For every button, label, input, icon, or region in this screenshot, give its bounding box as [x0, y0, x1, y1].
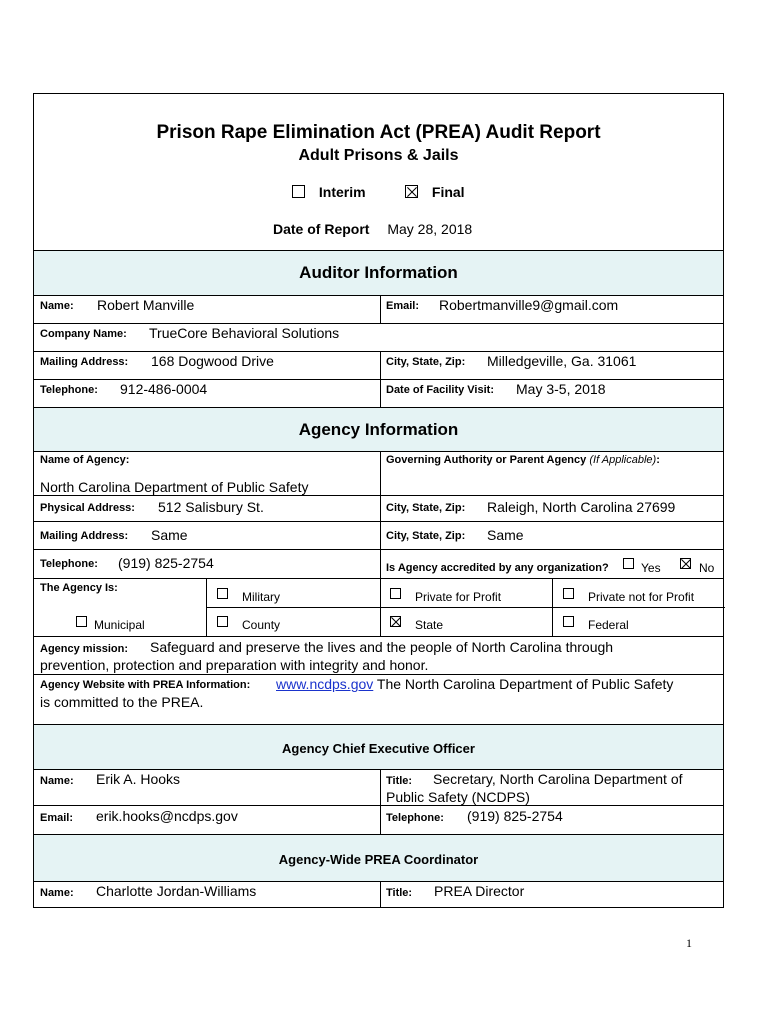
- agency-type-label: The Agency Is:: [40, 582, 118, 594]
- interim-checkbox[interactable]: [292, 185, 305, 198]
- ceo-phone-label: Telephone:: [386, 812, 444, 824]
- ceo-name-label: Name:: [40, 775, 74, 787]
- auditor-email-label: Email:: [386, 300, 420, 312]
- date-label: Date of Report: [273, 221, 370, 237]
- auditor-csz-label: City, State, Zip:: [386, 356, 466, 368]
- ceo-email-label: Email:: [40, 812, 74, 824]
- accredited-yes-checkbox[interactable]: [623, 558, 634, 569]
- federal-checkbox[interactable]: [563, 616, 574, 627]
- auditor-csz: Milledgeville, Ga. 31061: [487, 353, 637, 369]
- visit-date-label: Date of Facility Visit:: [386, 384, 494, 396]
- report-title: Prison Rape Elimination Act (PREA) Audit Report: [156, 122, 601, 143]
- auditor-phone: 912-486-0004: [120, 381, 208, 397]
- final-checkbox[interactable]: [405, 185, 418, 198]
- private-nonprofit-label: Private not for Profit: [588, 590, 695, 604]
- page-number: 1: [686, 936, 692, 950]
- agency-csz2-label: City, State, Zip:: [386, 530, 466, 542]
- agency-mailing: Same: [151, 527, 188, 543]
- visit-date: May 3-5, 2018: [516, 381, 606, 397]
- report-date-line: [273, 221, 472, 237]
- mission-label: Agency mission:: [40, 643, 129, 655]
- agency-phone: (919) 825-2754: [118, 555, 214, 571]
- auditor-mailing: 168 Dogwood Drive: [151, 353, 274, 369]
- state-label: State: [415, 618, 444, 632]
- physical-address-label: Physical Address:: [40, 502, 135, 514]
- ceo-phone: (919) 825-2754: [467, 808, 563, 824]
- county-checkbox[interactable]: [217, 616, 228, 627]
- mission-line-2: prevention, protection and preparation with integrity and honor.: [40, 657, 429, 673]
- private-profit-label: Private for Profit: [415, 590, 502, 604]
- state-checkbox[interactable]: [390, 616, 401, 627]
- military-checkbox[interactable]: [217, 588, 228, 599]
- coordinator-title-label: Title:: [386, 887, 413, 899]
- accredited-yes-label: Yes: [641, 561, 661, 575]
- agency-mailing-label: Mailing Address:: [40, 530, 129, 542]
- website-link[interactable]: www.ncdps.gov: [276, 676, 374, 692]
- auditor-name-label: Name:: [40, 300, 74, 312]
- website-line-2: is committed to the PREA.: [40, 694, 204, 710]
- ceo-email: erik.hooks@ncdps.gov: [96, 808, 238, 824]
- ceo-title-line-2: Public Safety (NCDPS): [386, 789, 530, 805]
- agency-heading: Agency Information: [298, 420, 459, 439]
- governing-label: Governing Authority or Parent Agency (If Applicable):: [386, 454, 660, 466]
- report-subtitle: Adult Prisons & Jails: [298, 147, 459, 164]
- military-label: Military: [242, 590, 280, 604]
- private-profit-checkbox[interactable]: [390, 588, 401, 599]
- interim-option[interactable]: Interim: [292, 184, 366, 200]
- agency-csz2: Same: [487, 527, 524, 543]
- auditor-heading: Auditor Information: [299, 263, 458, 282]
- auditor-phone-label: Telephone:: [40, 384, 98, 396]
- mission-line-1: Safeguard and preserve the lives and the people of North Carolina through: [150, 639, 614, 655]
- auditor-mailing-label: Mailing Address:: [40, 356, 129, 368]
- company-label: Company Name:: [40, 328, 127, 340]
- date-value: May 28, 2018: [387, 221, 473, 237]
- municipal-label: Municipal: [94, 618, 145, 632]
- physical-address: 512 Salisbury St.: [158, 499, 264, 515]
- ceo-heading: Agency Chief Executive Officer: [282, 741, 475, 756]
- coordinator-title: PREA Director: [434, 883, 525, 899]
- coordinator-heading: Agency-Wide PREA Coordinator: [278, 852, 479, 867]
- ceo-name: Erik A. Hooks: [96, 771, 181, 787]
- agency-csz1-label: City, State, Zip:: [386, 502, 466, 514]
- agency-csz1: Raleigh, North Carolina 27699: [487, 499, 676, 515]
- private-nonprofit-checkbox[interactable]: [563, 588, 574, 599]
- agency-name-label: Name of Agency:: [40, 454, 130, 466]
- website-line-1: www.ncdps.gov The North Carolina Department of Public Safety: [276, 676, 674, 692]
- municipal-checkbox[interactable]: [76, 616, 87, 627]
- accredited-no-label: No: [699, 561, 715, 575]
- accredited-label: Is Agency accredited by any organization?: [386, 562, 609, 574]
- coordinator-name-label: Name:: [40, 887, 74, 899]
- ceo-title-label: Title:: [386, 775, 413, 787]
- county-label: County: [242, 618, 281, 632]
- ceo-title-line-1: Secretary, North Carolina Department of: [433, 771, 683, 787]
- audit-report-form: [33, 93, 724, 908]
- federal-label: Federal: [588, 618, 629, 632]
- agency-phone-label: Telephone:: [40, 558, 98, 570]
- accredited-no-checkbox[interactable]: [680, 558, 691, 569]
- agency-name: North Carolina Department of Public Safety: [40, 479, 309, 495]
- final-option[interactable]: Final: [405, 184, 465, 200]
- website-label: Agency Website with PREA Information:: [40, 679, 251, 691]
- auditor-email: Robertmanville9@gmail.com: [439, 297, 619, 313]
- auditor-name: Robert Manville: [97, 297, 195, 313]
- coordinator-name: Charlotte Jordan-Williams: [96, 883, 257, 899]
- company-name: TrueCore Behavioral Solutions: [149, 325, 340, 341]
